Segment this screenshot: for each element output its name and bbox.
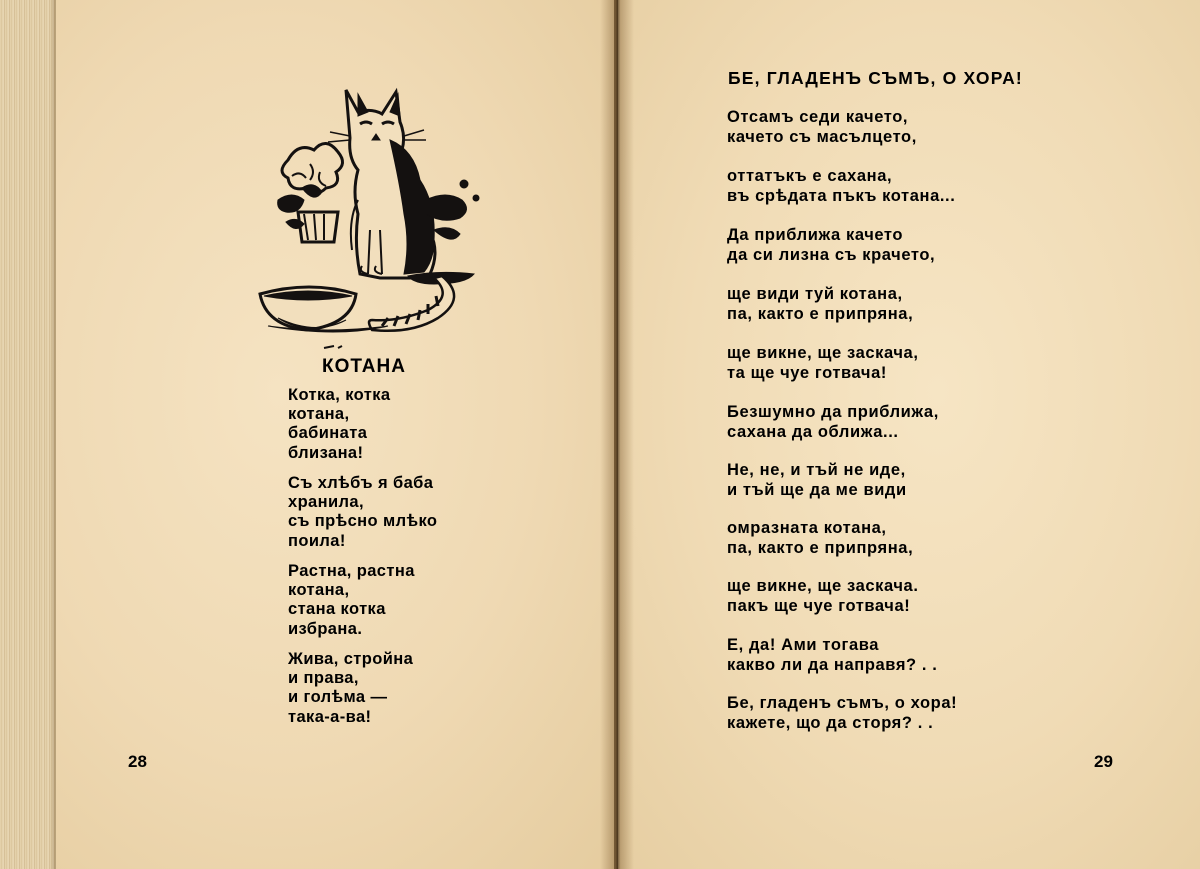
verse-line: та ще чуе готвача! <box>727 363 887 382</box>
verse-line: Безшумно да приближа, <box>727 403 939 421</box>
verse-line: така-а-ва! <box>288 707 372 726</box>
verse-line: какво ли да направя? . . <box>727 655 938 674</box>
right-stanza-8 <box>727 519 913 558</box>
right-stanza-7 <box>727 461 907 500</box>
verse-line: Бе, гладенъ съмъ, о хора! <box>727 694 958 712</box>
right-page-number: 29 <box>1094 752 1113 771</box>
verse-line: Отсамъ седи качето, <box>727 108 909 126</box>
verse-line: Не, не, и тъй не иде, <box>727 461 906 479</box>
right-stanza-2 <box>727 167 955 206</box>
left-stanza-1 <box>288 386 390 463</box>
verse-line: Е, да! Ами тогава <box>727 636 880 654</box>
right-stanza-11 <box>727 694 957 733</box>
verse-line: Да приближа качето <box>727 226 904 244</box>
verse-line: въ срѣдата пъкъ котана... <box>727 186 956 205</box>
verse-line: Съ хлѣбъ я баба <box>288 474 434 492</box>
verse-line: па, както е припряна, <box>727 538 914 557</box>
left-stanza-3 <box>288 562 415 639</box>
book-gutter <box>600 0 634 869</box>
verse-line: оттатъкъ е сахана, <box>727 167 893 185</box>
verse-line: поила! <box>288 531 346 550</box>
right-stanza-1 <box>727 108 917 147</box>
verse-line: близана! <box>288 443 364 462</box>
cat-with-bowl-illustration <box>258 80 490 352</box>
page-edges <box>0 0 56 869</box>
right-stanza-4 <box>727 285 913 324</box>
right-stanza-9 <box>727 577 919 616</box>
verse-line: избрана. <box>288 619 363 638</box>
verse-line: кажете, що да сторя? . . <box>727 713 934 732</box>
verse-line: да си лизна съ крачето, <box>727 245 936 264</box>
verse-line: па, както е припряна, <box>727 304 914 323</box>
verse-line: котана, <box>288 405 350 424</box>
verse-line: качето съ масълцето, <box>727 127 917 146</box>
verse-line: омразната котана, <box>727 519 887 537</box>
verse-line: Растна, растна <box>288 562 415 580</box>
right-poem-title: БЕ, ГЛАДЕНЪ СЪМЪ, О ХОРА! <box>728 68 1023 88</box>
verse-line: котана, <box>288 581 350 600</box>
verse-line: ще викне, ще заскача. <box>727 577 919 595</box>
verse-line: съ прѣсно млѣко <box>288 512 438 531</box>
verse-line: пакъ ще чуе готвача! <box>727 596 911 615</box>
verse-line: сахана да оближа... <box>727 422 899 441</box>
verse-line: Жива, стройна <box>288 650 414 668</box>
verse-line: бабината <box>288 424 368 443</box>
verse-line: хранила, <box>288 493 364 512</box>
verse-line: и голѣма — <box>288 688 388 707</box>
left-stanza-2 <box>288 474 437 551</box>
verse-line: и тъй ще да ме види <box>727 480 907 499</box>
right-stanza-5 <box>727 344 919 383</box>
right-stanza-10 <box>727 636 937 675</box>
right-stanza-6 <box>727 403 939 442</box>
right-stanza-3 <box>727 226 935 265</box>
left-stanza-4 <box>288 650 413 727</box>
verse-line: ще види туй котана, <box>727 285 903 303</box>
left-page-number: 28 <box>128 752 147 771</box>
verse-line: стана котка <box>288 600 386 619</box>
left-poem-title: КОТАНА <box>322 356 406 377</box>
verse-line: Котка, котка <box>288 386 391 404</box>
verse-line: и права, <box>288 669 359 688</box>
verse-line: ще викне, ще заскача, <box>727 344 919 362</box>
